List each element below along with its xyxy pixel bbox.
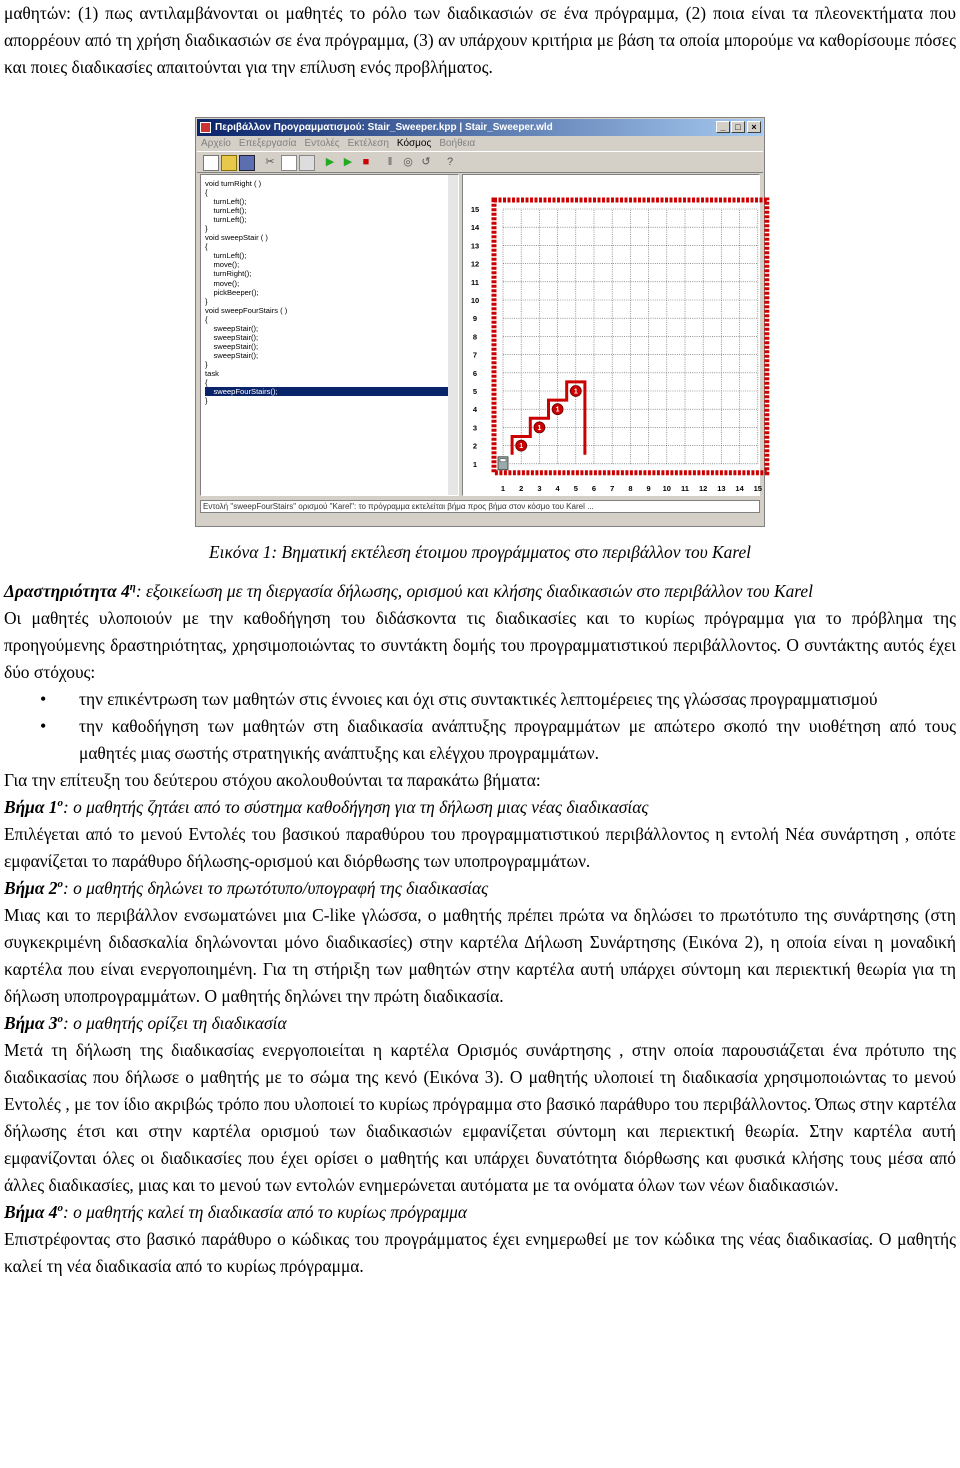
- step-heading-text: : ο μαθητής ζητάει από το σύστημα καθοδήγηση για τη δήλωση μιας νέας διαδικασίας: [62, 797, 649, 817]
- step-4-heading: [4, 1199, 956, 1226]
- menu-item: Επεξεργασία: [238, 138, 297, 149]
- code-line: void sweepFourStairs ( ): [205, 305, 288, 315]
- code-line: }: [205, 396, 208, 406]
- y-tick-label: 9: [472, 314, 478, 324]
- y-tick-label: 14: [470, 223, 480, 233]
- reset-icon: ↺: [421, 156, 431, 168]
- step-label: Βήμα 2: [4, 878, 58, 898]
- code-listing: [201, 175, 458, 405]
- close-icon: ×: [747, 121, 761, 133]
- x-tick-label: 12: [699, 484, 708, 493]
- x-tick-label: 1: [500, 484, 506, 493]
- world-icon: ◎: [403, 156, 413, 168]
- code-line: }: [205, 296, 208, 306]
- window-title-bar: [197, 119, 763, 136]
- paragraph-2: Για την επίτευξη του δεύτερου στόχου ακολουθούνται τα παρακάτω βήματα:: [4, 770, 541, 790]
- code-scrollbar: [448, 175, 458, 495]
- x-tick-label: 4: [555, 484, 560, 493]
- y-tick-label: 6: [472, 368, 478, 378]
- code-line: turnRight();: [205, 269, 252, 279]
- intro-text: μαθητών: (1) πως αντιλαμβάνονται οι μαθητές το ρόλο των διαδικασιών σε ένα πρόγραμμα, (2) ποια είναι τα πλεονεκτήματα που απορρέουν από τη χρήση διαδικασιών σε ένα πρόγραμμα, (3) αν υπάρχουν κριτήρια με βάση τα οποία μπορούμε να καθορίσουμε πόσες και ποιες διαδικασίες απαιτούνται για την επίλυση ενός προβλήματος.: [4, 3, 956, 77]
- list-item: • την επικέντρωση των μαθητών στις έννοιες και όχι στις συντακτικές λεπτομέρειες της γλώσσας προγραμματισμού: [4, 686, 956, 713]
- step-3-heading: [4, 1010, 956, 1037]
- step-sup: ο: [57, 878, 63, 891]
- y-tick-label: 4: [472, 405, 478, 415]
- code-line: }: [205, 224, 208, 234]
- copy-icon: [281, 155, 297, 171]
- beeper-count: 1: [537, 424, 542, 432]
- x-tick-label: 5: [573, 484, 578, 493]
- y-tick-label: 10: [470, 296, 480, 305]
- code-line: task: [205, 368, 219, 378]
- open-folder-icon: [221, 155, 237, 171]
- step-4-body: Επιστρέφοντας στο βασικό παράθυρο ο κώδικας του προγράμματος έχει ενημερωθεί με τον κώδικα της νέας διαδικασίας. Ο μαθητής καλεί τη νέα διαδικασία από το κυρίως πρόγραμμα.: [4, 1229, 956, 1276]
- activity-text: : εξοικείωση με τη διεργασία δήλωσης, ορισμού και κλήσης διαδικασιών στο περιβάλλον του Karel: [135, 581, 813, 601]
- activity-label: Δραστηριότητα 4: [4, 581, 130, 601]
- code-line: sweepFourStairs();: [205, 387, 456, 396]
- code-line: sweepStair();: [205, 341, 259, 351]
- beeper-count: 1: [573, 388, 578, 396]
- cut-icon: ✂: [265, 156, 275, 168]
- pause-icon: ‖: [387, 156, 393, 168]
- intro-paragraph: [4, 0, 956, 81]
- figure-caption: [4, 539, 956, 566]
- x-tick-label: 3: [537, 484, 542, 493]
- y-tick-label: 12: [470, 259, 480, 269]
- x-tick-label: 2: [519, 484, 524, 493]
- x-tick-label: 9: [646, 484, 651, 493]
- code-line: {: [205, 242, 208, 252]
- code-line: {: [205, 378, 208, 388]
- y-tick-label: 15: [470, 205, 480, 214]
- x-tick-label: 6: [591, 484, 597, 493]
- x-tick-label: 15: [753, 484, 762, 493]
- x-tick-label: 11: [681, 484, 689, 493]
- menu-item: Βοήθεια: [439, 138, 476, 149]
- y-tick-label: 3: [472, 423, 478, 433]
- y-tick-label: 8: [472, 332, 478, 342]
- code-line: {: [205, 188, 208, 198]
- activity-heading: [4, 578, 956, 605]
- x-tick-label: 8: [628, 484, 633, 493]
- stop-icon: ■: [362, 156, 370, 168]
- y-tick-label: 5: [472, 387, 478, 396]
- list-item: • την καθοδήγηση των μαθητών στη διαδικασία ανάπτυξης προγραμμάτων με απώτερο σκοπό την υιοθέτηση από τους μαθητές μιας σωστής στρατηγικής ανάπτυξης και ελέγχου προγραμμάτων.: [4, 713, 956, 767]
- karel-world-grid: [463, 175, 762, 495]
- code-line: sweepStair();: [205, 323, 259, 333]
- step-3-body: Μετά τη δήλωση της διαδικασίας ενεργοποιείται η καρτέλα Ορισμός συνάρτησης , στην οποία παρουσιάζεται ένα πρότυπο της διαδικασίας που δήλωσε ο μαθητής με το σώμα της κενό (Εικόνα 3). Ο μαθητής υλοποιεί τη διαδικασία χρησιμοποιώντας το μενού Εντολές , με τον ίδιο ακριβώς τρόπο που υλοποιεί το κυρίως πρόγραμμα στο βασικό παράθυρο του περιβάλλοντος. Όπως στην καρτέλα δήλωσης έτσι και στην καρτέλα ορισμού των διαδικασιών εμφανίζεται σύντομη και περιεκτική θεωρία. Στην καρτέλα αυτή εμφανίζονται όλες οι διαδικασίες που έχει ορίσει ο μαθητής και υπάρχει δυνατότητα διόρθωσης και φυσικά κλήσης τους μέσα από άλλες διαδικασίες, μιας και το μενού των εντολών ενημερώνεται αυτόματα με τα ονόματα όλων των νέων διαδικασιών.: [4, 1040, 956, 1195]
- step-2-heading: [4, 875, 956, 902]
- save-icon: [239, 155, 255, 171]
- step-sup: ο: [57, 1013, 63, 1026]
- code-line: move();: [205, 260, 240, 270]
- window-title: Περιβάλλον Προγραμματισμού: Stair_Sweeper.kpp | Stair_Sweeper.wld: [215, 122, 553, 133]
- code-editor: [200, 174, 459, 496]
- karel-environment-screenshot: [195, 117, 765, 527]
- robot-face: [500, 459, 506, 462]
- y-tick-label: 2: [472, 441, 478, 451]
- step-heading-text: : ο μαθητής ορίζει τη διαδικασία: [62, 1013, 287, 1033]
- x-tick-label: 7: [610, 484, 615, 493]
- step-1-body: Επιλέγεται από το μενού Εντολές του βασικού παραθύρου του προγραμματιστικού περιβάλλοντος η εντολή Νέα συνάρτηση , οπότε εμφανίζεται το παράθυρο δήλωσης-ορισμού και διόρθωσης των υποπρογραμμάτων.: [4, 824, 956, 871]
- y-tick-label: 13: [470, 241, 480, 251]
- step-1-heading: [4, 794, 956, 821]
- karel-world: [462, 174, 760, 496]
- menu-item: Εντολές: [304, 138, 340, 149]
- activity-sup: η: [129, 581, 136, 594]
- toolbar: [197, 151, 763, 173]
- y-tick-label: 11: [471, 277, 479, 287]
- step-label: Βήμα 1: [4, 797, 58, 817]
- x-tick-label: 14: [735, 484, 744, 493]
- code-line: sweepStair();: [205, 332, 259, 342]
- goals-list: [4, 686, 956, 767]
- code-line: turnLeft();: [205, 215, 247, 225]
- step-2-body: Μιας και το περιβάλλον ενσωματώνει μια C-like γλώσσα, ο μαθητής πρέπει πρώτα να δηλώσει το πρωτότυπο της συνάρτησης (στη συγκεκριμένη διδασκαλία δηλώνονται μόνο διαδικασίες) στην καρτέλα Δήλωση Συνάρτησης (Εικόνα 2), η οποία είναι η μοναδική καρτέλα που είναι ενεργοποιημένη. Για τη στήριξη των μαθητών στην καρτέλα αυτή υπάρχει σύντομη και περιεκτική θεωρία για τη δήλωση υποπρογραμμάτων. Ο μαθητής δηλώνει την πρώτη διαδικασία.: [4, 905, 956, 1006]
- y-tick-label: 7: [472, 350, 478, 360]
- menu-item: Κόσμος: [396, 138, 432, 149]
- x-tick-label: 13: [717, 484, 726, 493]
- menu-item: Εκτέλεση: [347, 138, 389, 149]
- code-line: sweepStair();: [205, 350, 259, 360]
- step-icon: ▶: [343, 156, 353, 168]
- step-label: Βήμα 4: [4, 1202, 58, 1222]
- paragraph-1: Οι μαθητές υλοποιούν με την καθοδήγηση του διδάσκοντα τις διαδικασίες και το κυρίως πρόγραμμα για το πρόβλημα της προηγούμενης δραστηριότητας, χρησιμοποιώντας το συντάκτη δομής του προγραμματιστικού περιβάλλοντος. Ο συντάκτης αυτός έχει δύο στόχους:: [4, 608, 956, 682]
- main-text: [4, 578, 956, 1280]
- code-line: void turnRight ( ): [205, 179, 262, 188]
- step-sup: ο: [57, 797, 63, 810]
- figure-caption-text: Εικόνα 1: Βηματική εκτέλεση έτοιμου προγράμματος στο περιβάλλον του Karel: [209, 542, 751, 562]
- code-line: pickBeeper();: [205, 287, 259, 297]
- code-line: }: [205, 359, 208, 369]
- x-tick-label: 10: [662, 484, 671, 493]
- code-line: {: [205, 314, 208, 324]
- minimize-icon: _: [716, 121, 730, 133]
- step-sup: ο: [57, 1202, 63, 1215]
- code-line: void sweepStair ( ): [205, 233, 268, 243]
- menu-item: Αρχείο: [201, 138, 231, 149]
- run-icon: ▶: [325, 156, 335, 168]
- status-bar: Εντολή "sweepFourStairs" ορισμού "Karel": το πρόγραμμα εκτελείται βήμα προς βήμα στον κόσμο του Karel ...: [200, 500, 760, 513]
- menu-bar: [197, 137, 763, 151]
- app-icon: [200, 122, 211, 133]
- code-line: move();: [205, 278, 240, 288]
- step-label: Βήμα 3: [4, 1013, 58, 1033]
- y-tick-label: 1: [472, 459, 478, 469]
- step-heading-text: : ο μαθητής δηλώνει το πρωτότυπο/υπογραφή της διαδικασίας: [62, 878, 489, 898]
- code-line: turnLeft();: [205, 206, 247, 216]
- new-file-icon: [203, 155, 219, 171]
- beeper-count: 1: [555, 406, 560, 414]
- paste-icon: [299, 155, 315, 171]
- step-heading-text: : ο μαθητής καλεί τη διαδικασία από το κυρίως πρόγραμμα: [62, 1202, 468, 1222]
- help-icon: ?: [446, 156, 454, 168]
- code-line: turnLeft();: [205, 251, 247, 261]
- beeper-count: 1: [519, 443, 524, 451]
- maximize-icon: □: [731, 121, 745, 133]
- code-line: turnLeft();: [205, 197, 247, 207]
